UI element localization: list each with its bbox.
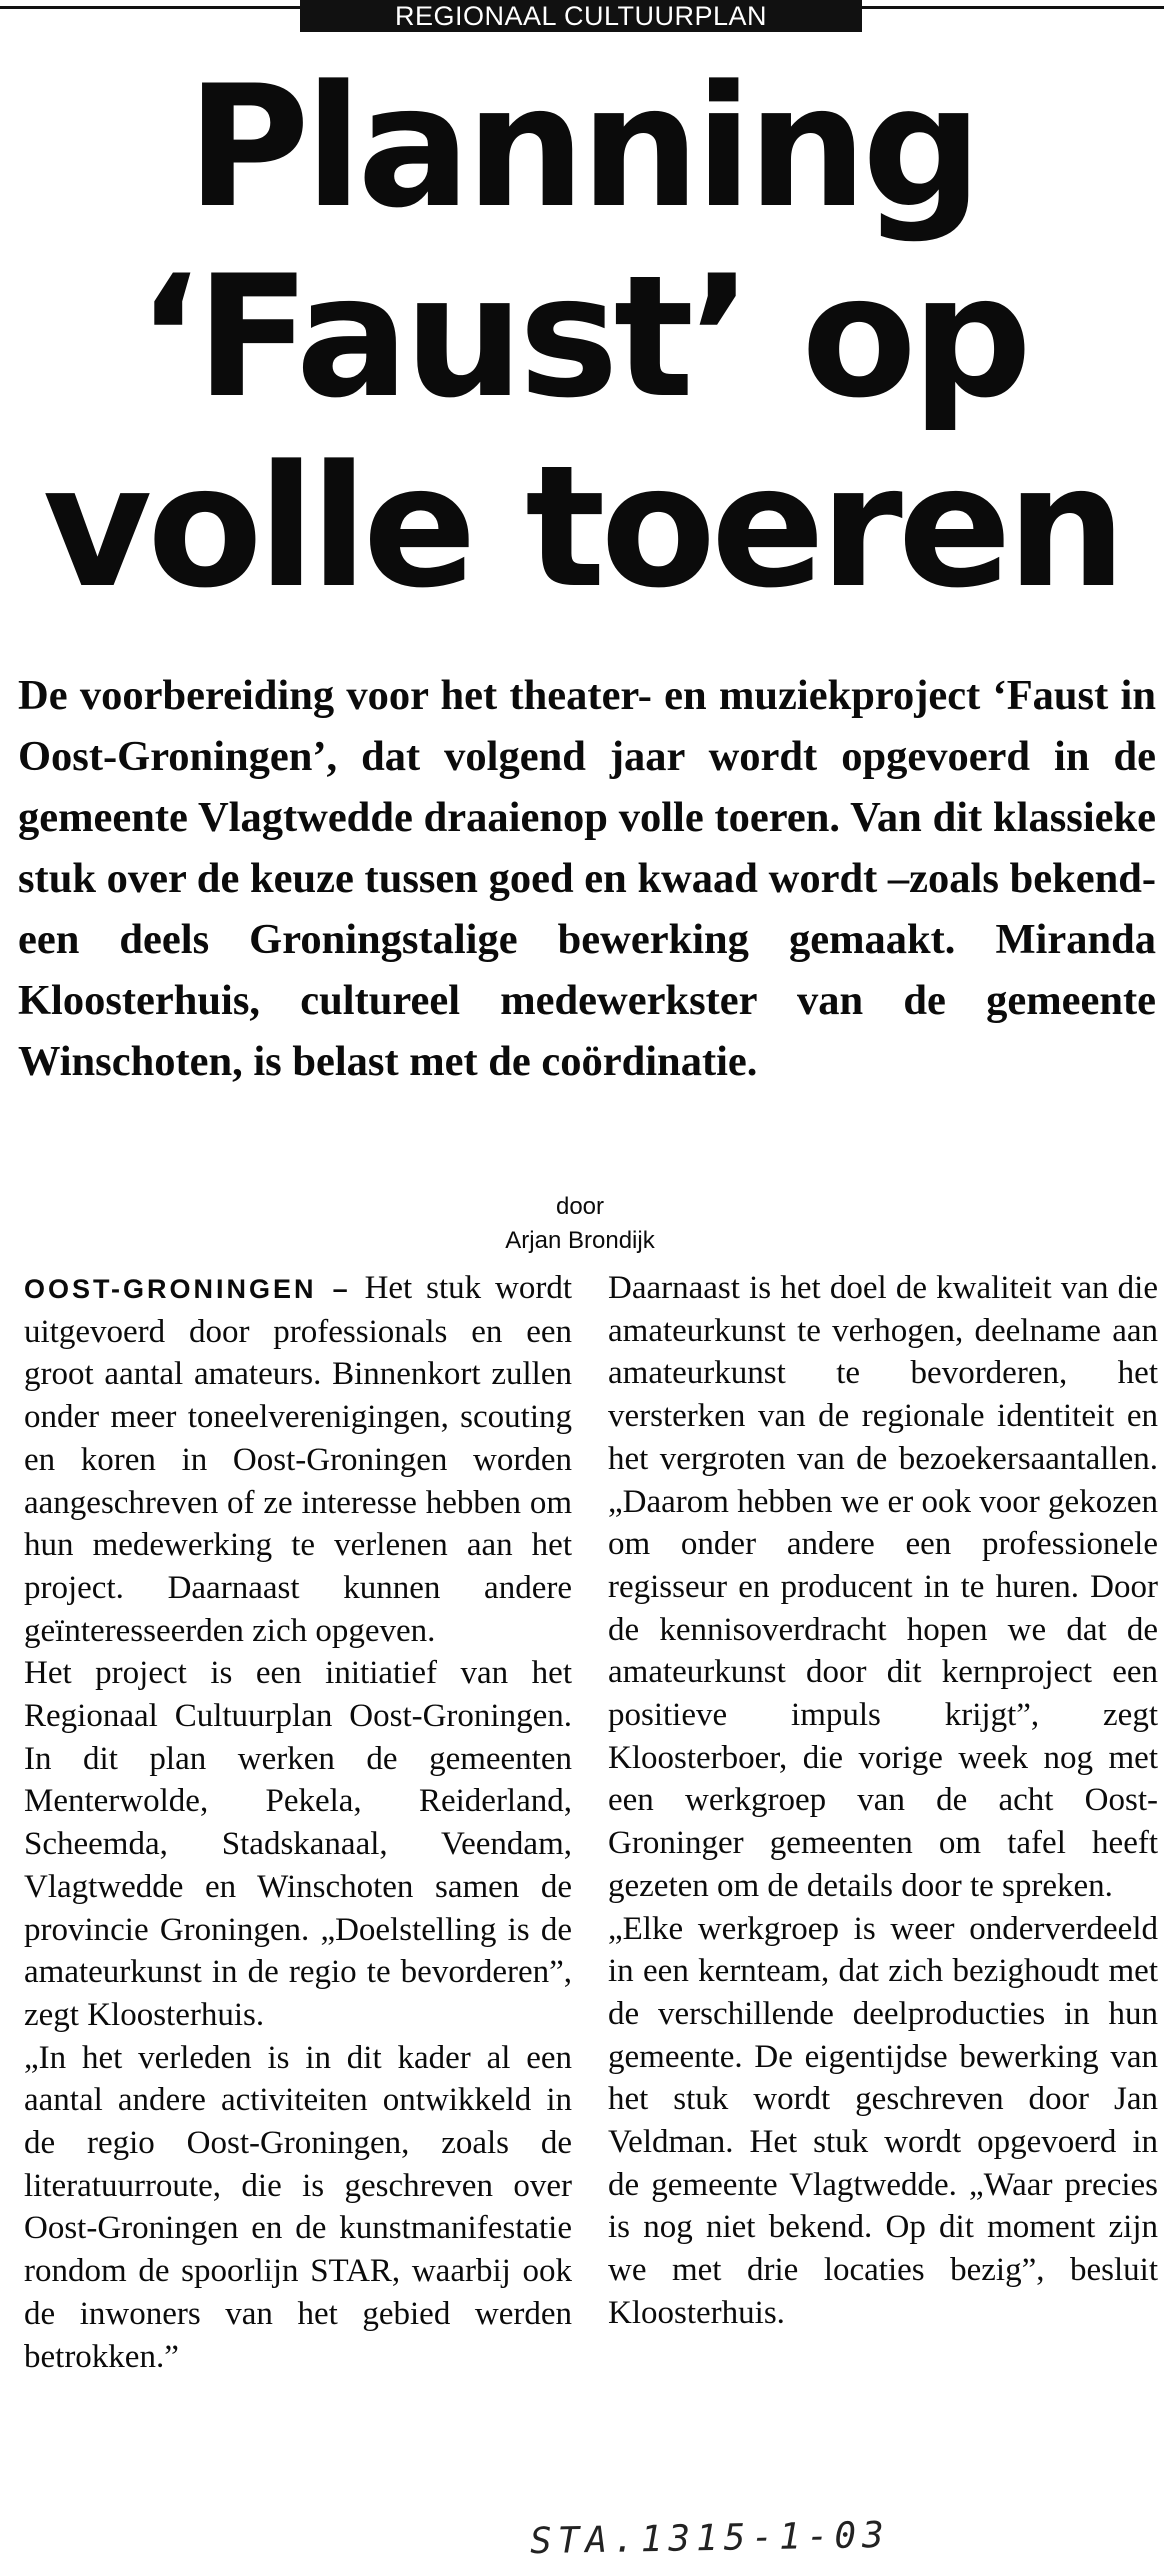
headline-line-1: Planning [186, 49, 978, 245]
body-paragraph-1 [24, 1267, 572, 1652]
byline [430, 1190, 730, 1258]
headline [0, 49, 1164, 625]
section-rule-left [0, 6, 300, 9]
byline-by: door [555, 1193, 605, 1220]
body-paragraph-1-text: Het stuk wordt uitgevoerd door professionals en een groot aantal amateurs. Binnenkort zullen onder meer toneelverenigingen, scouting en koren in Oost-Groningen worden aangeschreven of ze interesse hebben om hun medewerking te verlenen aan het project. Daarnaast kunnen andere geïnteresseerden zich opgeven. [24, 1270, 572, 1649]
body-paragraph-2: Het project is een initiatief van het Regionaal Cultuurplan Oost-Groningen. In dit plan werken de gemeenten Menterwolde, Pekela, Reiderland, Scheemda, Stadskanaal, Veendam, Vlagtwedde en Winschoten samen de provincie Groningen. „Doelstelling is de amateurkunst in de regio te bevorderen”, zegt Kloosterhuis. [24, 1655, 572, 2033]
body-paragraph-5: „Elke werkgroep is weer onderverdeeld in een kernteam, dat zich bezighoudt met de verschillende deelproducties in hun gemeente. De eigentijdse bewerking van het stuk wordt geschreven door Jan Veldman. Het stuk wordt opgevoerd in de gemeente Vlagtwedde. „Waar precies is nog niet bekend. Op dit moment zijn we met drie locaties bezig”, besluit Kloosterhuis. [608, 1910, 1158, 2331]
section-label: REGIONAAL CULTUURPLAN [300, 0, 862, 32]
article-column-right [608, 1267, 1158, 2335]
lead-paragraph: De voorbereiding voor het theater- en muziekproject ‘Faust in Oost-Groningen’, dat volgend jaar wordt opgevoerd in de gemeente Vlagtwedde draaienop volle toeren. Van dit klassieke stuk over de keuze tussen goed en kwaad wordt –zoals bekend- een deels Groningstalige bewerking gemaakt. Miranda Kloosterhuis, cultureel medewerkster van de gemeente Winschoten, is belast met de coördinatie. [18, 672, 1156, 1085]
section-header [0, 0, 1164, 34]
body-paragraph-4: Daarnaast is het doel de kwaliteit van die amateurkunst te verhogen, deelname aan amateurkunst te bevorderen, het versterken van de regionale identiteit en het vergroten van de bezoekersaantallen. „Daarom hebben we er ook voor gekozen om onder andere een professionele regisseur en producent in te huren. Door de kennisoverdracht hopen we dat de amateurkunst door dit kernproject een positieve impuls krijgt”, zegt Kloosterboer, die vorige week nog met een werkgroep van de acht Oost-Groninger gemeenten om tafel heeft gezeten om de details door te spreken. [608, 1270, 1158, 1904]
headline-line-2: ‘Faust’ op [137, 239, 1027, 435]
byline-author: Arjan Brondijk [505, 1227, 655, 1254]
dateline: OOST-GRONINGEN – [24, 1274, 351, 1304]
section-rule-right [862, 6, 1164, 9]
archive-stamp: STA.1315-1-03 [529, 2514, 891, 2562]
article-column-left [24, 1267, 572, 2378]
headline-line-3: volle toeren [42, 429, 1122, 625]
body-paragraph-3: „In het verleden is in dit kader al een aantal andere activiteiten ontwikkeld in de regio Oost-Groningen, zoals de literatuurroute, die is geschreven over Oost-Groningen en de kunstmanifestatie rondom de spoorlijn STAR, waarbij ook de inwoners van het gebied werden betrokken.” [24, 2039, 572, 2375]
